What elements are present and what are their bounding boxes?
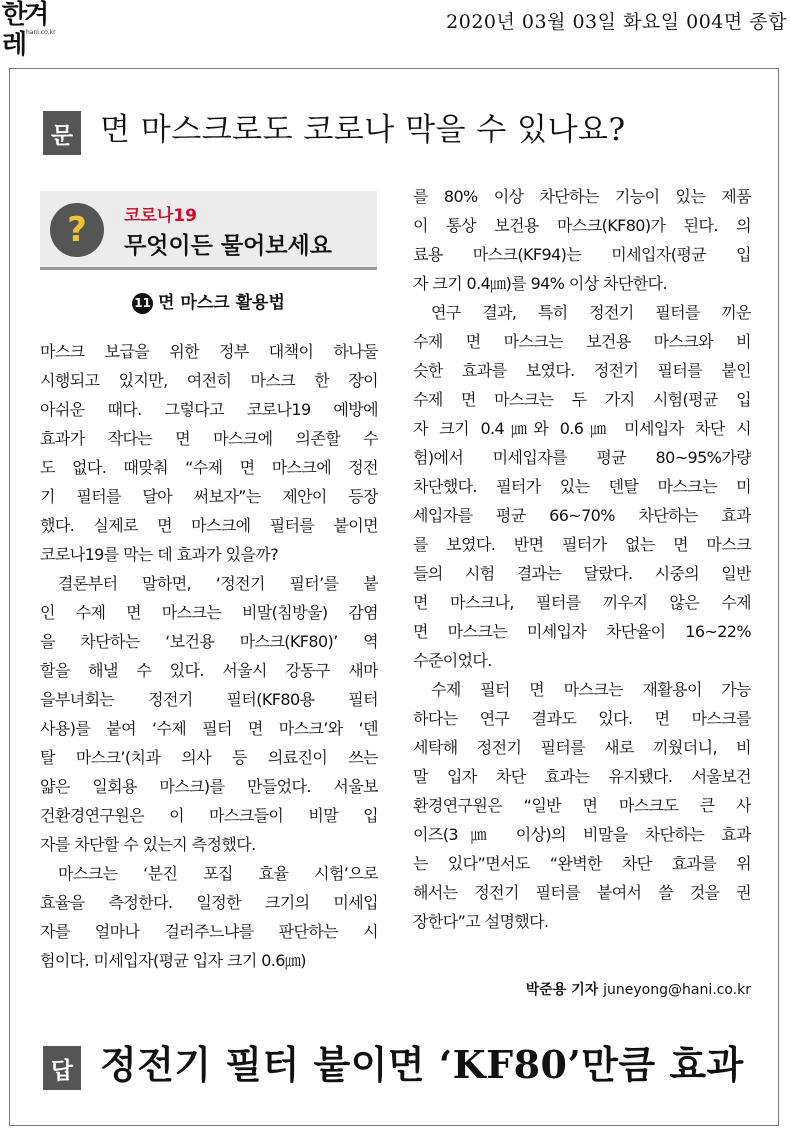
text-line: 건환경연구원은 이 마스크들이 비말 입 — [40, 806, 378, 825]
article-column-right — [413, 182, 751, 936]
text-line: 험이다. 미세입자(평균 입자 크기 0.6㎛) — [40, 951, 306, 970]
text-line: 수준이었다. — [413, 651, 492, 670]
text-line: 자를 차단할 수 있는지 측정했다. — [40, 835, 256, 854]
text-line: 사용)를 붙여 ‘수제 필터 면 마스크’와 ‘덴 — [40, 719, 378, 738]
text-line: 효과가 작다는 면 마스크에 의존할 수 — [40, 429, 378, 448]
question-headline: 면 마스크로도 코로나 막을 수 있나요? — [100, 112, 626, 148]
episode-number: 11 — [132, 293, 153, 314]
article-column-left — [40, 337, 378, 975]
text-line: 마스크는 ‘분진 포집 효율 시험’으로 — [58, 864, 378, 883]
text-line: 면 마스크는 미세입자 차단율이 16~22% — [413, 622, 751, 641]
text-line: 환경연구원은 “일반 면 마스크도 큰 사 — [413, 796, 751, 815]
text-line: 면 마스크나, 필터를 끼우지 않은 수제 — [413, 593, 751, 612]
text-line: 아쉬운 때다. 그렇다고 코로나19 예방에 — [40, 400, 378, 419]
byline — [413, 979, 751, 999]
text-line: 인 수제 면 마스크는 비말(침방울) 감염 — [40, 603, 378, 622]
text-line: 세탁해 정전기 필터를 새로 끼웠더니, 비 — [413, 738, 751, 757]
text-line: 이 통상 보건용 마스크(KF80)가 된다. 의 — [413, 216, 751, 235]
text-line: 했다. 실제로 면 마스크에 필터를 붙이면 — [40, 516, 378, 535]
text-line: 이즈(3㎛ 이상)의 비말을 차단하는 효과 — [413, 825, 751, 844]
text-line: 연구 결과, 특히 정전기 필터를 끼운 — [431, 303, 751, 322]
text-line: 세입자를 평균 66~70% 차단하는 효과 — [413, 506, 751, 525]
text-line: 하다는 연구 결과도 있다. 면 마스크를 — [413, 709, 751, 728]
text-line: 효율을 측정한다. 일정한 크기의 미세입 — [40, 893, 378, 912]
question-mark-icon: ? — [50, 203, 104, 257]
text-line: 을부녀회는 정전기 필터(KF80용 필터 — [40, 690, 378, 709]
text-line: 들의 시험 결과는 달랐다. 시중의 일반 — [413, 564, 751, 583]
answer-badge: 답 — [43, 1046, 81, 1090]
text-line: 자 크기 0.4㎛)를 94% 이상 차단한다. — [413, 274, 667, 293]
text-line: 수제 면 마스크는 보건용 마스크와 비 — [413, 332, 751, 351]
logo-url: hani.co.kr — [26, 29, 56, 36]
banner-series: 코로나19 — [124, 206, 197, 226]
text-line: 코로나19를 막는 데 효과가 있을까? — [40, 545, 279, 564]
text-line: 자 크기 0.4㎛와 0.6㎛ 미세입자 차단 시 — [413, 419, 751, 438]
text-line: 장한다”고 설명했다. — [413, 912, 549, 931]
text-line: 료용 마스크(KF94)는 미세입자(평균 입 — [413, 245, 751, 264]
text-line: 수제 필터 면 마스크는 재활용이 가능 — [431, 680, 751, 699]
text-line: 해서는 정전기 필터를 붙여서 쓸 것을 권 — [413, 883, 751, 902]
text-line: 을 차단하는 ‘보건용 마스크(KF80)’ 역 — [40, 632, 378, 651]
text-line: 할을 해낼 수 있다. 서울시 강동구 새마 — [40, 661, 378, 680]
logo-text: 한겨레 — [2, 0, 47, 60]
text-line: 수제 면 마스크는 두 가지 시험(평균 입 — [413, 390, 751, 409]
text-line: 도 없다. 때맞춰 “수제 면 마스크에 정전 — [40, 458, 378, 477]
text-line: 를 보였다. 반면 필터가 없는 면 마스크 — [413, 535, 751, 554]
text-line: 는 있다”면서도 “완벽한 차단 효과를 위 — [413, 854, 751, 873]
question-badge: 문 — [43, 111, 81, 155]
byline-email: juneyong@hani.co.kr — [603, 982, 751, 998]
answer-headline: 정전기 필터 붙이면 ‘KF80’만큼 효과 — [100, 1042, 744, 1087]
text-line: 탈 마스크’(치과 의사 등 의료진이 쓰는 — [40, 748, 378, 767]
banner-title: 무엇이든 물어보세요 — [124, 233, 332, 259]
text-line: 얇은 일회용 마스크)를 만들었다. 서울보 — [40, 777, 378, 796]
newspaper-logo — [2, 0, 64, 60]
dateline: 2020년 03월 03일 화요일 004면 종합 — [446, 11, 787, 33]
text-line: 마스크 보급을 위한 정부 대책이 하나둘 — [40, 342, 378, 361]
text-line: 말 입자 차단 효과는 유지됐다. 서울보건 — [413, 767, 751, 786]
text-line: 슷한 효과를 보였다. 정전기 필터를 붙인 — [413, 361, 751, 380]
text-line: 차단했다. 필터가 있는 덴탈 마스크는 미 — [413, 477, 751, 496]
text-line: 결론부터 말하면, ‘정전기 필터’를 붙 — [58, 574, 378, 593]
text-line: 자를 얼마나 걸러주느냐를 판단하는 시 — [40, 922, 378, 941]
text-line: 험)에서 미세입자를 평균 80~95%가량 — [413, 448, 751, 467]
text-line: 시행되고 있지만, 여전히 마스크 한 장이 — [40, 371, 378, 390]
text-line: 기 필터를 달아 써보자”는 제안이 등장 — [40, 487, 378, 506]
subhead-title: 면 마스크 활용법 — [158, 293, 285, 313]
subhead — [40, 288, 377, 314]
series-banner — [40, 191, 377, 270]
text-line: 를 80% 이상 차단하는 기능이 있는 제품 — [413, 187, 751, 206]
byline-name: 박준용 기자 — [525, 982, 599, 998]
